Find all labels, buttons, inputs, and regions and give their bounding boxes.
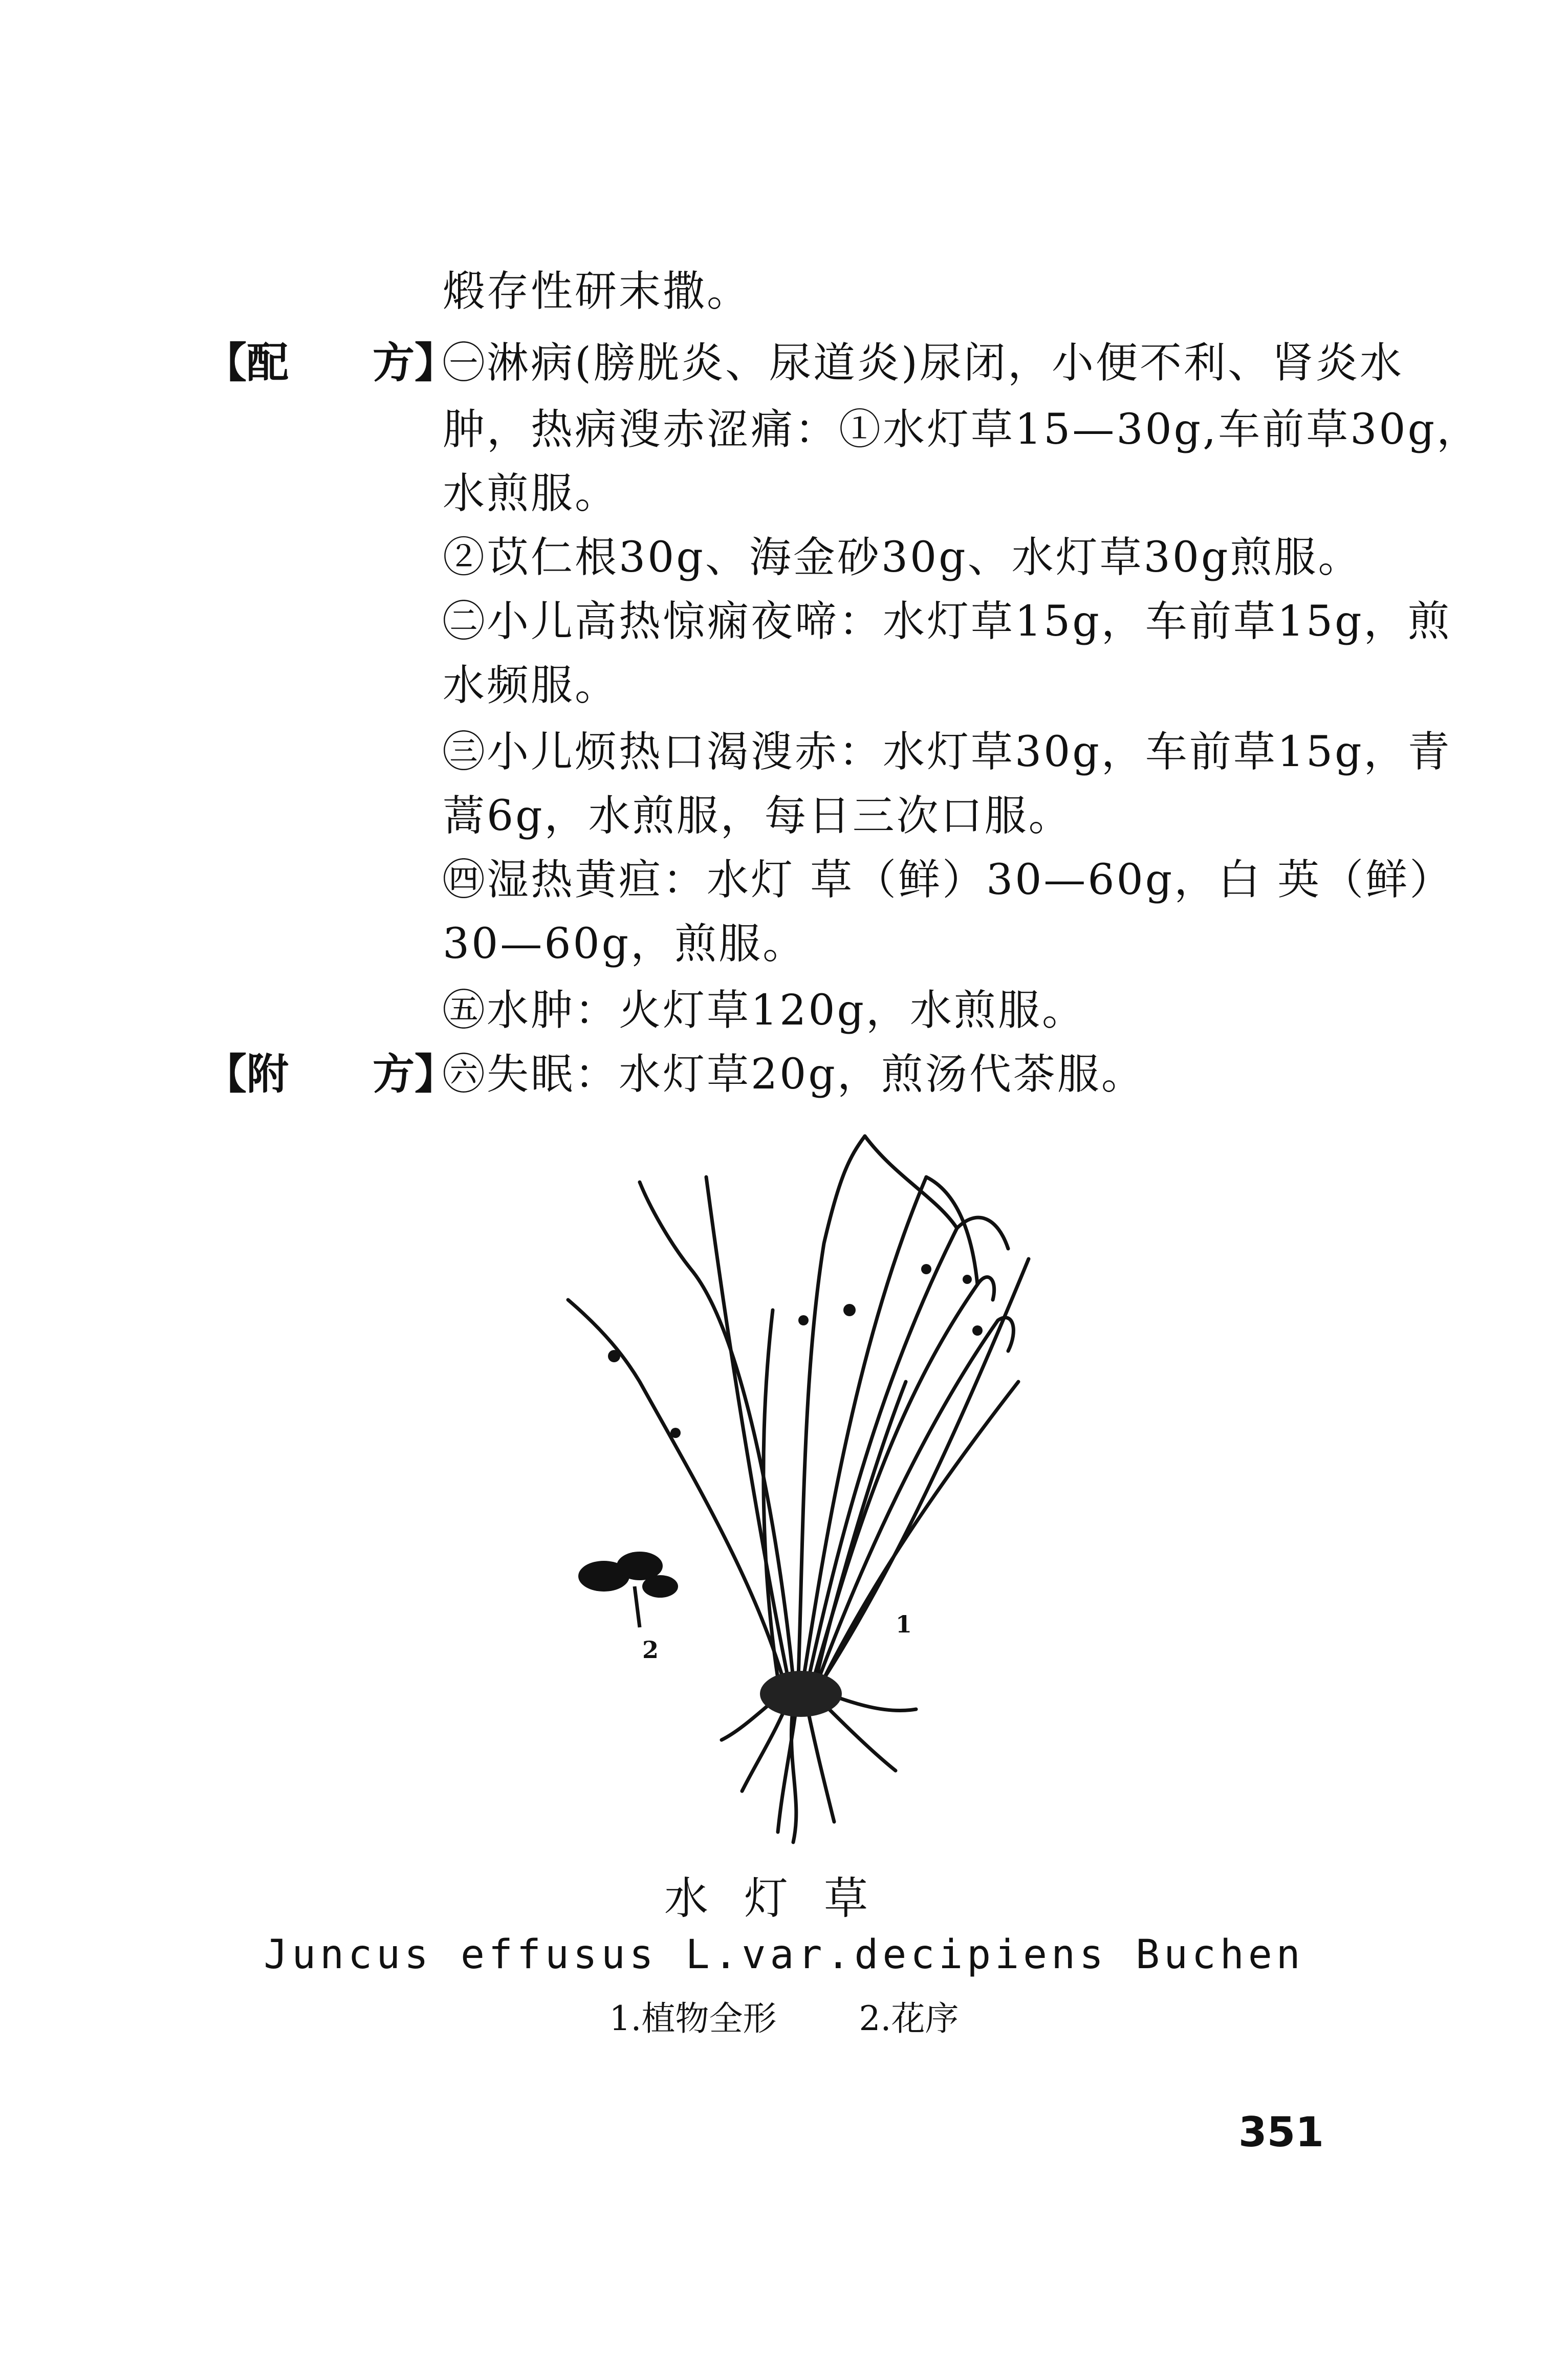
stem [926,1177,977,1284]
section-label-appendix: 【附 方】 [205,1050,457,1099]
legend-item-2: 2.花序 [859,1999,959,2038]
formula-4-line-2: 30—60g，煎服。 [443,920,807,968]
stem [809,1217,1008,1679]
figure-label-2: 2 [642,1636,659,1664]
stem [819,1318,1013,1679]
figure-label-1: 1 [896,1610,912,1638]
appendix-formula-line-1: ㊅失眠：水灯草20g，煎汤代茶服。 [443,1050,1145,1099]
stem [706,1177,788,1679]
formula-2-line-2: 水频服。 [443,661,619,710]
formula-1-line-1: ㊀淋病(膀胱炎、尿道炎)尿闭，小便不利、肾炎水 [443,339,1404,387]
formula-1-line-2: 肿，热病溲赤涩痛：①水灯草15—30g,车前草30g， [443,405,1481,454]
figure-caption-latin: Juncus effusus L.var.decipiens Buchen [264,1932,1304,1978]
plant-illustration [537,1116,1049,1863]
stem [568,1300,783,1679]
formula-2-line-1: ㊁小儿高热惊痫夜啼：水灯草15g，车前草15g，煎 [443,597,1452,646]
root-clump [760,1671,842,1717]
inflorescence-detail [578,1552,678,1627]
figure-legend [0,1996,1568,2042]
formula-1-line-3: 水煎服。 [443,469,619,518]
formula-5-line-1: ㊄水肿：火灯草120g，水煎服。 [443,986,1086,1035]
formula-3-line-1: ㊂小儿烦热口渴溲赤：水灯草30g，车前草15g，青 [443,728,1452,776]
formula-1-line-4: ②苡仁根30g、海金砂30g、水灯草30g煎服。 [443,533,1362,582]
page-number: 351 [1238,2108,1324,2156]
formula-4-line-1: ㊃湿热黄疸：水灯 草（鲜）30—60g，白 英（鲜） [443,856,1454,904]
legend-item-1: 1.植物全形 [609,1999,777,2038]
text-line-continuation: 煅存性研末撒。 [443,267,751,316]
section-label-formula: 【配 方】 [205,339,457,387]
figure-caption-chinese: 水灯草 [664,1873,904,1924]
formula-3-line-2: 蒿6g，水煎服，每日三次口服。 [443,792,1073,840]
